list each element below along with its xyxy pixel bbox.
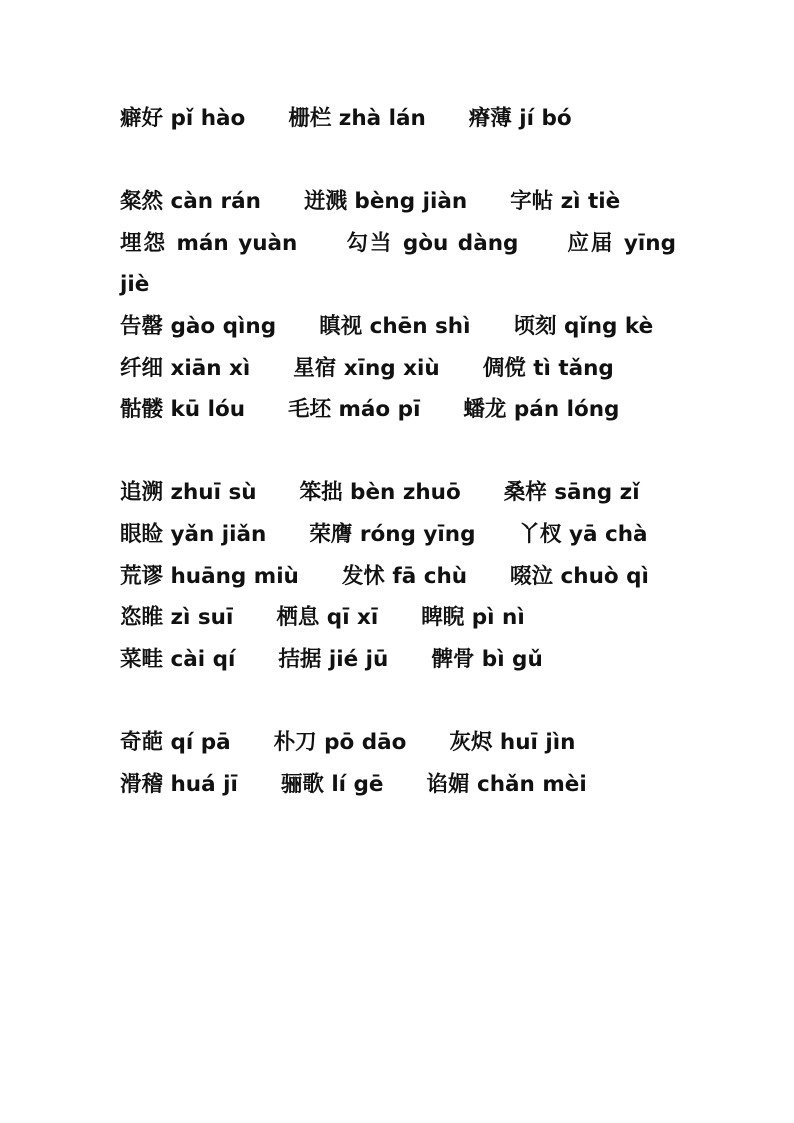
- vocab-line-9: 追溯 zhuī sù 笨拙 bèn zhuō 桑梓 sāng zǐ: [120, 480, 640, 506]
- vocab-line-6: 纤细 xiān xì 星宿 xīng xiù 倜傥 tì tǎng: [120, 355, 614, 381]
- vocab-line-4: 埋怨 mán yuàn 勾当 gòu dàng 应届 yīng jiè: [120, 230, 676, 298]
- blank-line: [120, 140, 676, 182]
- vocab-line-1: 癖好 pǐ hào 栅栏 zhà lán 瘠薄 jí bó: [120, 106, 572, 131]
- vocab-line-5: 告罄 gào qìng 瞋视 chēn shì 顷刻 qǐng kè: [120, 313, 654, 339]
- vocab-line-15: 奇葩 qí pā 朴刀 pō dāo 灰烬 huī jìn: [120, 729, 576, 755]
- vocabulary-list: [120, 98, 676, 805]
- vocab-line-10: 眼睑 yǎn jiǎn 荣膺 róng yīng 丫杈 yā chà: [120, 521, 648, 547]
- vocab-line-13: 菜畦 cài qí 拮据 jié jū 髀骨 bì gǔ: [120, 646, 543, 672]
- vocab-line-11: 荒谬 huāng miù 发怵 fā chù 啜泣 chuò qì: [120, 563, 649, 589]
- blank-line: [120, 431, 676, 473]
- vocab-line-12: 恣睢 zì suī 栖息 qī xī 睥睨 pì nì: [120, 605, 525, 631]
- vocab-line-7: 骷髅 kū lóu 毛坯 máo pī 蟠龙 pán lóng: [120, 397, 620, 423]
- vocab-line-3: 粲然 càn rán 迸溅 bèng jiàn 字帖 zì tiè: [120, 189, 621, 215]
- vocab-line-16: 滑稽 huá jī 骊歌 lí gē 谄媚 chǎn mèi: [120, 771, 587, 797]
- blank-line: [120, 680, 676, 722]
